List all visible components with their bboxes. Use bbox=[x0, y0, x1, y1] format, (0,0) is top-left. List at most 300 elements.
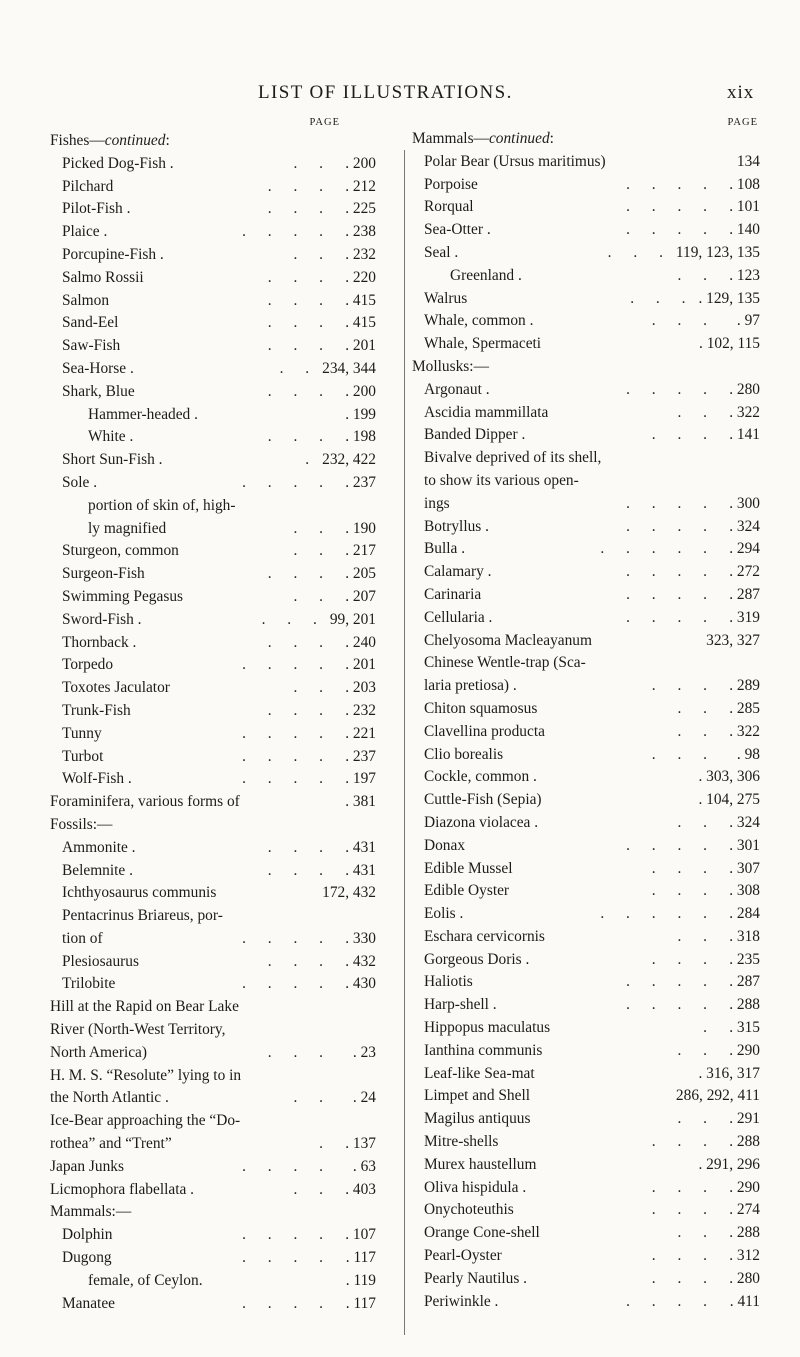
entry-page-number: 119, 123, 135 bbox=[675, 243, 760, 261]
index-entry bbox=[412, 584, 760, 607]
entry-page-number: . 415 bbox=[345, 314, 376, 332]
entry-page-number: . 290 bbox=[729, 1178, 760, 1196]
entry-page-number: . 290 bbox=[729, 1041, 760, 1059]
index-entry bbox=[412, 333, 760, 356]
entry-page-number: 99, 201 bbox=[329, 610, 376, 628]
index-entry bbox=[412, 424, 760, 447]
leader-dots: . . . bbox=[651, 1201, 716, 1219]
entry-page-number: . 123 bbox=[729, 266, 760, 284]
entry-label: Murex haustellum bbox=[424, 1155, 537, 1173]
continued-italic: continued bbox=[488, 130, 550, 147]
entry-page-number: . 203 bbox=[345, 679, 376, 697]
entry-page-number: . 117 bbox=[345, 1294, 376, 1312]
entry-page-number: . 431 bbox=[345, 838, 376, 856]
index-entry bbox=[412, 242, 760, 265]
leader-dots: . . . bbox=[267, 701, 332, 719]
index-entry bbox=[50, 1065, 396, 1088]
index-entry bbox=[50, 1156, 396, 1179]
index-entry bbox=[412, 493, 760, 516]
index-entry bbox=[50, 1087, 396, 1110]
entry-page-number: . 237 bbox=[345, 473, 376, 491]
entry-label: Eschara cervicornis bbox=[424, 927, 545, 945]
index-entry bbox=[412, 1177, 760, 1200]
leader-dots: . . . . bbox=[242, 724, 332, 742]
entry-label: Sea-Otter . bbox=[424, 221, 491, 239]
leader-dots: . bbox=[319, 1135, 332, 1153]
index-entry bbox=[412, 128, 760, 151]
entry-label: to show its various open- bbox=[424, 471, 579, 489]
index-entry bbox=[412, 744, 760, 767]
index-entry bbox=[50, 130, 396, 153]
index-entry bbox=[50, 882, 396, 905]
entry-page-number: . 403 bbox=[345, 1180, 376, 1198]
entry-page-number: . 23 bbox=[352, 1043, 376, 1061]
index-entry bbox=[50, 244, 396, 267]
leader-dots: . . . . bbox=[626, 563, 716, 581]
index-entry bbox=[412, 926, 760, 949]
entry-label: Eolis . bbox=[424, 905, 464, 923]
entry-label: Onychoteuthis bbox=[424, 1201, 514, 1219]
leader-dots: . . . bbox=[267, 838, 332, 856]
entry-label: ly magnified bbox=[88, 519, 167, 537]
index-entry bbox=[50, 654, 396, 677]
entry-label: portion of skin of, high- bbox=[88, 496, 236, 514]
index-entry bbox=[412, 196, 760, 219]
entry-page-number: . 98 bbox=[736, 745, 760, 763]
leader-dots: . . bbox=[293, 1180, 332, 1198]
leader-dots: . . bbox=[279, 359, 319, 377]
entry-page-number: . 24 bbox=[352, 1089, 376, 1107]
index-entry bbox=[412, 1017, 760, 1040]
entry-page-number: . 200 bbox=[345, 382, 376, 400]
index-entry bbox=[412, 1063, 760, 1086]
index-entry bbox=[50, 176, 396, 199]
index-entry bbox=[412, 1154, 760, 1177]
entry-page-number: . 294 bbox=[729, 540, 760, 558]
entry-label: Foraminifera, various forms of bbox=[50, 793, 240, 811]
entry-label: Picked Dog-Fish . bbox=[62, 154, 174, 172]
entry-label: Pearly Nautilus . bbox=[424, 1269, 528, 1287]
entry-page-number: . 303, 306 bbox=[698, 768, 760, 786]
page-number: xix bbox=[727, 82, 755, 103]
index-entry bbox=[412, 675, 760, 698]
index-entry bbox=[412, 1222, 760, 1245]
entry-label: Cockle, common . bbox=[424, 768, 537, 786]
entry-label: Oliva hispidula . bbox=[424, 1178, 527, 1196]
leader-dots: . . . bbox=[267, 337, 332, 355]
entry-page-number: . 141 bbox=[729, 426, 760, 444]
index-entry bbox=[50, 426, 396, 449]
leader-dots: . . . bbox=[267, 268, 332, 286]
index-entry bbox=[50, 928, 396, 951]
entry-label: White . bbox=[88, 428, 134, 446]
index-entry bbox=[50, 495, 396, 518]
entry-label: Sword-Fish . bbox=[62, 610, 142, 628]
entry-label: Gorgeous Doris . bbox=[424, 950, 530, 968]
entry-page-number: . 63 bbox=[352, 1157, 376, 1175]
index-entry bbox=[412, 858, 760, 881]
index-entry bbox=[50, 312, 396, 335]
index-entry bbox=[50, 973, 396, 996]
entry-page-number: . 312 bbox=[729, 1247, 760, 1265]
entry-label: Diazona violacea . bbox=[424, 813, 539, 831]
entry-label: Argonaut . bbox=[424, 380, 490, 398]
entry-page-number: . 322 bbox=[729, 722, 760, 740]
leader-dots: . . bbox=[677, 699, 716, 717]
leader-dots: . . . bbox=[651, 1247, 716, 1265]
index-entry bbox=[412, 356, 760, 379]
entry-page-number: . 308 bbox=[729, 882, 760, 900]
entry-label: Chelyosoma Macleayanum bbox=[424, 631, 592, 649]
leader-dots: . . . bbox=[267, 314, 332, 332]
index-entry bbox=[50, 996, 396, 1019]
entry-page-number: . 291 bbox=[729, 1110, 760, 1128]
index-entry bbox=[412, 1199, 760, 1222]
entry-page-number: . 411 bbox=[729, 1292, 760, 1310]
entry-page-number: . 287 bbox=[729, 973, 760, 991]
page-column-label: PAGE bbox=[309, 117, 340, 128]
index-entry bbox=[50, 1293, 396, 1316]
index-entry bbox=[50, 700, 396, 723]
index-entry bbox=[50, 1270, 396, 1293]
entry-label: Hill at the Rapid on Bear Lake bbox=[50, 998, 239, 1016]
entry-label: Clio borealis bbox=[424, 745, 504, 763]
leader-dots: . . bbox=[677, 1110, 716, 1128]
leader-dots: . . . bbox=[630, 289, 695, 307]
entry-page-number: . 432 bbox=[345, 952, 376, 970]
entry-label: Tunny bbox=[62, 724, 102, 742]
leader-dots: . . . . bbox=[242, 1249, 332, 1267]
entry-label: Orange Cone-shell bbox=[424, 1224, 540, 1242]
index-entry bbox=[50, 586, 396, 609]
entry-page-number: . 285 bbox=[729, 699, 760, 717]
entry-page-number: . 318 bbox=[729, 927, 760, 945]
entry-label: Dolphin bbox=[62, 1226, 113, 1244]
entry-label: Rorqual bbox=[424, 198, 474, 216]
leader-dots: . . bbox=[293, 519, 332, 537]
entry-label: Seal . bbox=[424, 243, 459, 261]
leader-dots: . . . . bbox=[626, 380, 716, 398]
entry-label: female, of Ceylon. bbox=[88, 1271, 203, 1289]
leader-dots: . . . bbox=[651, 426, 716, 444]
leader-dots: . . bbox=[677, 722, 716, 740]
index-entry bbox=[412, 174, 760, 197]
entry-page-number: . 140 bbox=[729, 221, 760, 239]
leader-dots: . . . bbox=[267, 952, 332, 970]
index-entry bbox=[50, 472, 396, 495]
index-entry bbox=[412, 538, 760, 561]
index-entry bbox=[412, 402, 760, 425]
column-divider bbox=[404, 150, 405, 1335]
leader-dots: . . bbox=[677, 813, 716, 831]
index-entry bbox=[412, 721, 760, 744]
entry-label: Haliotis bbox=[424, 973, 473, 991]
entry-page-number: . 201 bbox=[345, 337, 376, 355]
leader-dots: . . . . bbox=[242, 747, 332, 765]
entry-page-number: . 240 bbox=[345, 633, 376, 651]
entry-page-number: . 272 bbox=[729, 563, 760, 581]
leader-dots: . . . bbox=[651, 1269, 716, 1287]
entry-page-number: 234, 344 bbox=[322, 359, 376, 377]
index-entry bbox=[412, 265, 760, 288]
leader-dots: . . . bbox=[651, 677, 716, 695]
entry-label: Dugong bbox=[62, 1249, 112, 1267]
index-entry bbox=[412, 971, 760, 994]
entry-label: Carinaria bbox=[424, 585, 482, 603]
entry-label: tion of bbox=[62, 929, 103, 947]
entry-label: Chinese Wentle-trap (Sca- bbox=[424, 654, 586, 672]
leader-dots: . . bbox=[677, 1041, 716, 1059]
entry-label: Calamary . bbox=[424, 563, 492, 581]
entry-label: laria pretiosa) . bbox=[424, 677, 517, 695]
entry-label: Ice-Bear approaching the “Do- bbox=[50, 1112, 241, 1130]
entry-label: Bivalve deprived of its shell, bbox=[424, 449, 602, 467]
index-entry bbox=[412, 652, 760, 675]
leader-dots: . . . . . bbox=[600, 540, 716, 558]
entry-label: Torpedo bbox=[62, 656, 114, 674]
entry-page-number: . 315 bbox=[729, 1019, 760, 1037]
index-entry bbox=[412, 949, 760, 972]
entry-label: Walrus bbox=[424, 289, 468, 307]
index-entry bbox=[412, 516, 760, 539]
leader-dots: . . . . bbox=[242, 1294, 332, 1312]
entry-label: Donax bbox=[424, 836, 466, 854]
index-entry bbox=[412, 812, 760, 835]
index-entry bbox=[412, 789, 760, 812]
index-entry bbox=[50, 518, 396, 541]
entry-page-number: . 97 bbox=[736, 312, 760, 330]
index-entry bbox=[50, 198, 396, 221]
entry-label: Hippopus maculatus bbox=[424, 1019, 551, 1037]
entry-page-number: . 201 bbox=[345, 656, 376, 674]
entry-page-number: . 237 bbox=[345, 747, 376, 765]
entry-label: Saw-Fish bbox=[62, 337, 121, 355]
entry-label: Trunk-Fish bbox=[62, 701, 131, 719]
index-entry bbox=[50, 563, 396, 586]
entry-page-number: . 107 bbox=[345, 1226, 376, 1244]
leader-dots: . . . . bbox=[626, 836, 716, 854]
entry-page-number: . 129, 135 bbox=[698, 289, 760, 307]
index-entry bbox=[50, 335, 396, 358]
leader-dots: . . . bbox=[261, 610, 326, 628]
entry-label: Mollusks:— bbox=[412, 357, 489, 375]
entry-page-number: . 207 bbox=[345, 587, 376, 605]
leader-dots: . . . bbox=[267, 1043, 332, 1061]
continued-italic: continued bbox=[104, 132, 166, 149]
index-entry bbox=[412, 994, 760, 1017]
leader-dots: . . bbox=[293, 542, 332, 560]
entry-label: Clavellina producta bbox=[424, 722, 545, 740]
leader-dots: . . . bbox=[651, 1178, 716, 1196]
entry-label: Porpoise bbox=[424, 175, 478, 193]
index-entry bbox=[50, 609, 396, 632]
entry-page-number: . 322 bbox=[729, 403, 760, 421]
entry-label: Turbot bbox=[62, 747, 104, 765]
entry-label: Cuttle-Fish (Sepia) bbox=[424, 791, 542, 809]
entry-label: Polar Bear (Ursus maritimus) bbox=[424, 152, 606, 170]
index-entry bbox=[412, 561, 760, 584]
entry-label: Edible Oyster bbox=[424, 882, 510, 900]
leader-dots: . . . . . bbox=[600, 905, 716, 923]
entry-label: Shark, Blue bbox=[62, 382, 135, 400]
index-entry bbox=[50, 267, 396, 290]
entry-label: Cellularia . bbox=[424, 608, 493, 626]
entry-label: Ianthina communis bbox=[424, 1041, 543, 1059]
leader-dots: . . bbox=[677, 403, 716, 421]
index-entry bbox=[50, 1042, 396, 1065]
entry-label: Mitre-shells bbox=[424, 1133, 499, 1151]
index-entry bbox=[50, 860, 396, 883]
leader-dots: . . . bbox=[267, 177, 332, 195]
entry-page-number: . 198 bbox=[345, 428, 376, 446]
entry-label: Belemnite . bbox=[62, 861, 133, 879]
entry-label: Pearl-Oyster bbox=[424, 1247, 502, 1265]
entry-page-number: 134 bbox=[736, 152, 760, 170]
entry-label: H. M. S. “Resolute” lying to in bbox=[50, 1066, 242, 1084]
index-entry bbox=[412, 698, 760, 721]
leader-dots: . . . . bbox=[242, 1226, 332, 1244]
leader-dots: . . . . bbox=[626, 585, 716, 603]
right-column bbox=[412, 117, 760, 1313]
entry-page-number: 172, 432 bbox=[322, 884, 376, 902]
index-entry bbox=[412, 607, 760, 630]
entry-label: Ammonite . bbox=[62, 838, 136, 856]
index-entry bbox=[50, 153, 396, 176]
entry-page-number: . 205 bbox=[345, 565, 376, 583]
entry-page-number: . 220 bbox=[345, 268, 376, 286]
index-entry bbox=[412, 1085, 760, 1108]
index-entry bbox=[412, 903, 760, 926]
index-entry bbox=[50, 814, 396, 837]
leader-dots: . . . bbox=[267, 861, 332, 879]
leader-dots: . . . bbox=[267, 291, 332, 309]
entry-page-number: . 430 bbox=[345, 975, 376, 993]
index-entry bbox=[50, 1019, 396, 1042]
entry-label: Salmo Rossii bbox=[62, 268, 144, 286]
index-entry bbox=[50, 540, 396, 563]
index-entry bbox=[412, 1245, 760, 1268]
index-entry bbox=[412, 151, 760, 174]
leader-dots: . . . bbox=[607, 243, 672, 261]
entry-page-number: . 104, 275 bbox=[698, 791, 760, 809]
entry-page-number: . 301 bbox=[729, 836, 760, 854]
index-entry bbox=[50, 951, 396, 974]
entry-label: Licmophora flabellata . bbox=[50, 1180, 195, 1198]
entry-label: Toxotes Jaculator bbox=[62, 679, 170, 697]
index-entry bbox=[412, 1291, 760, 1314]
index-entry bbox=[412, 766, 760, 789]
entry-page-number: . 284 bbox=[729, 905, 760, 923]
leader-dots: . . . . bbox=[626, 1292, 716, 1310]
index-entry bbox=[412, 1108, 760, 1131]
index-entry bbox=[412, 447, 760, 470]
entry-page-number: . 415 bbox=[345, 291, 376, 309]
leader-dots: . . . . bbox=[626, 221, 716, 239]
entry-label: Sole . bbox=[62, 473, 98, 491]
index-entry bbox=[412, 310, 760, 333]
leader-dots: . . . . bbox=[626, 973, 716, 991]
index-entry bbox=[50, 837, 396, 860]
entry-page-number: . 431 bbox=[345, 861, 376, 879]
entry-label: Pilchard bbox=[62, 177, 114, 195]
entry-label: North America) bbox=[50, 1043, 148, 1061]
leader-dots: . . . . bbox=[626, 198, 716, 216]
entry-label: Magilus antiquus bbox=[424, 1110, 531, 1128]
entry-page-number: . 381 bbox=[345, 793, 376, 811]
entry-label: the North Atlantic . bbox=[50, 1089, 169, 1107]
index-entry bbox=[50, 449, 396, 472]
index-entry bbox=[412, 1268, 760, 1291]
entry-page-number: . 319 bbox=[729, 608, 760, 626]
leader-dots: . . . . bbox=[626, 175, 716, 193]
entry-label: Porcupine-Fish . bbox=[62, 245, 164, 263]
leader-dots: . . . bbox=[651, 1133, 716, 1151]
index-entry bbox=[50, 1224, 396, 1247]
entry-label: Swimming Pegasus bbox=[62, 587, 183, 605]
entry-label: Chiton squamosus bbox=[424, 699, 538, 717]
leader-dots: . . . . bbox=[242, 1157, 332, 1175]
index-entry bbox=[50, 791, 396, 814]
entry-label: Banded Dipper . bbox=[424, 426, 526, 444]
entry-page-number: . 119 bbox=[345, 1271, 376, 1289]
leader-dots: . . . . bbox=[626, 494, 716, 512]
entry-page-number: . 235 bbox=[729, 950, 760, 968]
index-entry bbox=[50, 746, 396, 769]
leader-dots: . . . bbox=[651, 312, 716, 330]
entry-page-number: . 217 bbox=[345, 542, 376, 560]
entry-page-number: . 102, 115 bbox=[699, 335, 760, 353]
entry-label: Ichthyosaurus communis bbox=[62, 884, 217, 902]
leader-dots: . . . . bbox=[626, 608, 716, 626]
entry-page-number: . 238 bbox=[345, 223, 376, 241]
leader-dots: . . . bbox=[267, 382, 332, 400]
entry-page-number: . 221 bbox=[345, 724, 376, 742]
entry-page-number: . 232 bbox=[345, 245, 376, 263]
entry-page-number: . 200 bbox=[345, 154, 376, 172]
leader-dots: . . bbox=[293, 1089, 332, 1107]
entry-label: Whale, Spermaceti bbox=[424, 335, 542, 353]
entry-label: Edible Mussel bbox=[424, 859, 513, 877]
leader-dots: . bbox=[703, 1019, 716, 1037]
entry-page-number: . 289 bbox=[729, 677, 760, 695]
entry-page-number: . 232 bbox=[345, 701, 376, 719]
index-entry bbox=[50, 723, 396, 746]
entry-label: Sturgeon, common bbox=[62, 542, 179, 560]
entry-page-number: . 324 bbox=[729, 517, 760, 535]
page-header bbox=[0, 82, 800, 112]
entry-label: Ascidia mammillata bbox=[424, 403, 549, 421]
entry-page-number: . 307 bbox=[729, 859, 760, 877]
entry-page-number: . 280 bbox=[729, 1269, 760, 1287]
leader-dots: . . . bbox=[651, 950, 716, 968]
entry-page-number: . 288 bbox=[729, 1224, 760, 1242]
entry-label: Trilobite bbox=[62, 975, 116, 993]
entry-label: Wolf-Fish . bbox=[62, 770, 132, 788]
leader-dots: . . bbox=[677, 927, 716, 945]
entry-page-number: . 137 bbox=[345, 1135, 376, 1153]
left-column bbox=[50, 117, 396, 1315]
page-title: LIST OF ILLUSTRATIONS. bbox=[258, 82, 513, 103]
leader-dots: . . . bbox=[267, 565, 332, 583]
entry-page-number: 232, 422 bbox=[322, 451, 376, 469]
entry-page-number: . 300 bbox=[729, 494, 760, 512]
leader-dots: . . . . bbox=[626, 996, 716, 1014]
entry-label: Periwinkle . bbox=[424, 1292, 499, 1310]
index-entry bbox=[50, 221, 396, 244]
entry-label: Japan Junks bbox=[50, 1157, 124, 1175]
entry-page-number: . 288 bbox=[729, 996, 760, 1014]
entry-label: Short Sun-Fish . bbox=[62, 451, 163, 469]
